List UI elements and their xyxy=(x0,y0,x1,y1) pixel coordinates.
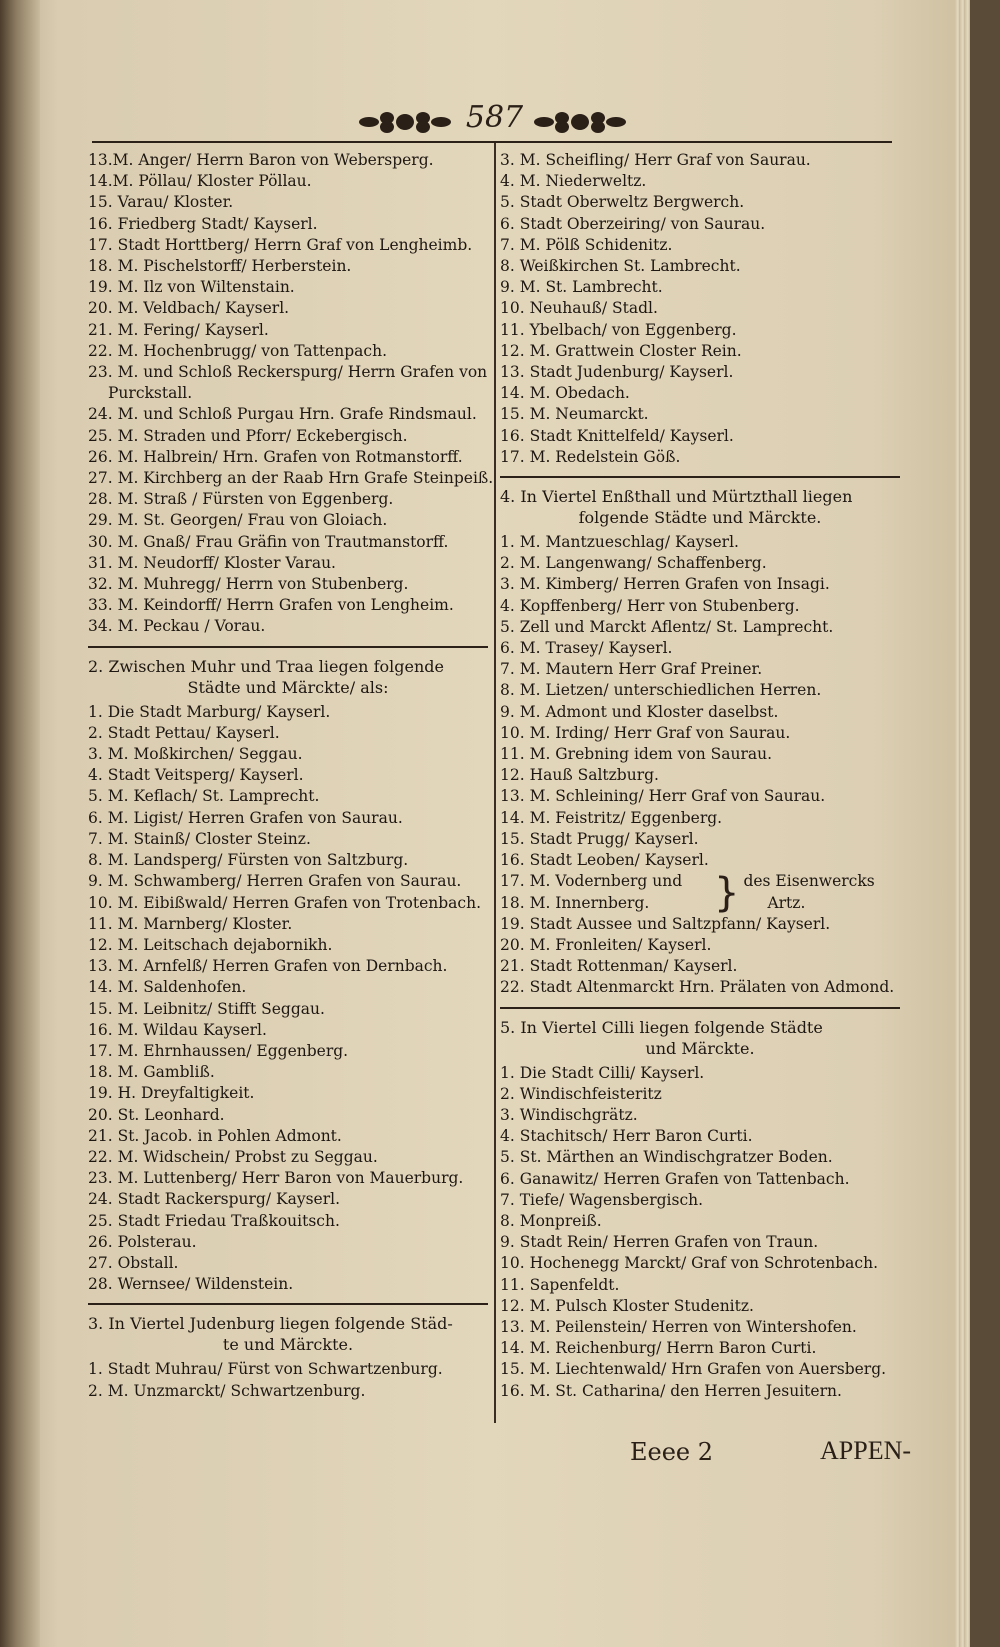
column-divider xyxy=(494,143,496,1423)
section-3-heading xyxy=(88,1313,488,1355)
section-4-heading xyxy=(500,486,900,528)
list-item: 15. M. Neumarckt. xyxy=(500,405,649,424)
list-item: 7. M. Pölß Schidenitz. xyxy=(500,235,673,254)
list-item: 27. Obstall. xyxy=(88,1253,179,1272)
list-item: 21. Stadt Rottenman/ Kayserl. xyxy=(500,957,738,976)
brace-labels xyxy=(743,871,874,913)
list-item: 9. M. Admont und Kloster daselbst. xyxy=(500,702,779,721)
list-item: 12. M. Pulsch Kloster Studenitz. xyxy=(500,1296,754,1315)
list-item: 22. M. Hochenbrugg/ von Tattenpach. xyxy=(88,341,388,360)
list-item: 18. M. Gambliß. xyxy=(88,1063,215,1082)
list-item: 11. Sapenfeldt. xyxy=(500,1275,620,1294)
list-item: 19. Stadt Aussee und Saltzpfann/ Kayserl. xyxy=(500,914,831,933)
list-item: 15. Stadt Prugg/ Kayserl. xyxy=(500,829,699,848)
section-3-list xyxy=(88,1359,488,1401)
section-5-heading xyxy=(500,1017,900,1059)
list-item: 26. Polsterau. xyxy=(88,1232,197,1251)
section-5-list xyxy=(500,1063,900,1402)
list-item: 14. M. Reichenburg/ Herrn Baron Curti. xyxy=(500,1339,817,1358)
list-item: 10. Hochenegg Marckt/ Graf von Schrotenbach. xyxy=(500,1254,879,1273)
list-item: 28. M. Straß / Fürsten von Eggenberg. xyxy=(88,490,394,509)
list-item: 8. M. Lietzen/ unterschiedlichen Herren. xyxy=(500,681,822,700)
list-item: 5. St. Märthen an Windischgratzer Boden. xyxy=(500,1148,833,1167)
list-item: 4. Kopffenberg/ Herr von Stubenberg. xyxy=(500,596,800,615)
list-item: 10. M. Irding/ Herr Graf von Saurau. xyxy=(500,723,791,742)
fleuron-ornament-left-icon xyxy=(357,108,452,136)
list-item: 17. M. Vodernberg und xyxy=(500,872,683,891)
list-item: 2. M. Unzmarckt/ Schwartzenburg. xyxy=(88,1381,366,1400)
section-4-heading-line-1: 4. In Viertel Enßthall und Mürtzthall liegen xyxy=(500,487,853,507)
list-item: 21. M. Fering/ Kayserl. xyxy=(88,320,269,339)
list-item: 10. Neuhauß/ Stadl. xyxy=(500,299,658,318)
section-2-heading-line-1: 2. Zwischen Muhr und Traa liegen folgende xyxy=(88,656,444,676)
list-item: 14.M. Pöllau/ Kloster Pöllau. xyxy=(88,172,312,191)
printer-signature: Eeee 2 xyxy=(630,1438,714,1466)
list-item: 1. Stadt Muhrau/ Fürst von Schwartzenburg. xyxy=(88,1360,443,1379)
section-rule xyxy=(500,1007,900,1009)
list-item: 5. M. Keflach/ St. Lamprecht. xyxy=(88,787,320,806)
list-item: 9. M. Schwamberg/ Herren Grafen von Saurau. xyxy=(88,872,462,891)
list-item: 34. M. Peckau / Vorau. xyxy=(88,617,266,636)
catchword: APPEN- xyxy=(820,1436,912,1465)
brace-label: des Eisenwercks xyxy=(743,872,875,891)
list-item: 1. Die Stadt Cilli/ Kayserl. xyxy=(500,1063,705,1082)
brace-label: Artz. xyxy=(767,893,806,912)
list-item: 16. Stadt Leoben/ Kayserl. xyxy=(500,851,709,870)
header-rule xyxy=(92,141,892,143)
list-item: 20. St. Leonhard. xyxy=(88,1105,225,1124)
list-item: 12. Hauß Saltzburg. xyxy=(500,766,659,785)
curly-brace-icon: } xyxy=(714,869,740,916)
list-item: 12. M. Leitschach dejabornikh. xyxy=(88,935,333,954)
list-item: 3. M. Scheifling/ Herr Graf von Saurau. xyxy=(500,151,811,169)
section-5-heading-line-2: und Märckte. xyxy=(645,1038,755,1058)
list-item: 9. Stadt Rein/ Herren Grafen von Traun. xyxy=(500,1233,819,1252)
binding-shadow xyxy=(0,0,40,1647)
list-item: 19. H. Dreyfaltigkeit. xyxy=(88,1084,255,1103)
list-item: 2. Windischfeisteritz xyxy=(500,1084,662,1103)
list-item: 4. Stadt Veitsperg/ Kayserl. xyxy=(88,766,304,785)
list-item: 4. M. Niederweltz. xyxy=(500,172,647,191)
list-item: 6. Ganawitz/ Herren Grafen von Tattenbach. xyxy=(500,1169,850,1188)
list-item: 8. M. Landsperg/ Fürsten von Saltzburg. xyxy=(88,851,409,870)
list-item: 3. Windischgrätz. xyxy=(500,1105,638,1124)
list-item: 13. M. Arnfelß/ Herren Grafen von Dernbach. xyxy=(88,957,448,976)
list-item: 32. M. Muhregg/ Herrn von Stubenberg. xyxy=(88,575,409,594)
list-item: 31. M. Neudorff/ Kloster Varau. xyxy=(88,553,336,572)
list-item: 2. Stadt Pettau/ Kayserl. xyxy=(88,723,280,742)
list-item: 8. Monpreiß. xyxy=(500,1211,602,1230)
list-item: 27. M. Kirchberg an der Raab Hrn Grafe Steinpeiß. xyxy=(88,469,494,488)
list-item: 17. Stadt Horttberg/ Herrn Graf von Lengheimb. xyxy=(88,235,473,254)
list-item: 21. St. Jacob. in Pohlen Admont. xyxy=(88,1126,342,1145)
list-item: 6. M. Ligist/ Herren Grafen von Saurau. xyxy=(88,808,403,827)
list-item: 19. M. Ilz von Wiltenstain. xyxy=(88,278,295,297)
list-item: 14. M. Feistritz/ Eggenberg. xyxy=(500,808,723,827)
page-header xyxy=(92,100,892,142)
section-rule xyxy=(88,1303,488,1305)
list-item: 1. Die Stadt Marburg/ Kayserl. xyxy=(88,702,331,721)
list-item: 12. M. Grattwein Closter Rein. xyxy=(500,341,742,360)
list-item: 23. M. Luttenberg/ Herr Baron von Mauerburg. xyxy=(88,1169,464,1188)
list-item: 3. M. Moßkirchen/ Seggau. xyxy=(88,745,303,764)
section-2-heading xyxy=(88,656,488,698)
list-item: 7. Tiefe/ Wagensbergisch. xyxy=(500,1190,704,1209)
section-4-list-b xyxy=(500,914,900,999)
list-item: 14. M. Obedach. xyxy=(500,384,630,403)
list-item: 15. M. Leibnitz/ Stifft Seggau. xyxy=(88,999,325,1018)
section-3-heading-line-1: 3. In Viertel Judenburg liegen folgende Städ- xyxy=(88,1314,453,1334)
list-item: 29. M. St. Georgen/ Frau von Gloiach. xyxy=(88,511,388,530)
list-item: Purckstall. xyxy=(108,384,193,403)
list-item: 16. M. Wildau Kayserl. xyxy=(88,1020,267,1039)
list-item: 7. M. Stainß/ Closter Steinz. xyxy=(88,829,311,848)
list-item: 3. M. Kimberg/ Herren Grafen von Insagi. xyxy=(500,575,830,594)
section-4-heading-line-2: folgende Städte und Märckte. xyxy=(578,508,822,528)
list-item: 17. M. Ehrnhaussen/ Eggenberg. xyxy=(88,1041,349,1060)
list-item: 22. M. Widschein/ Probst zu Seggau. xyxy=(88,1147,378,1166)
section-2-list xyxy=(88,702,488,1296)
list-item: 28. Wernsee/ Wildenstein. xyxy=(88,1275,294,1294)
list-item: 5. Zell und Marckt Aflentz/ St. Lamprecht. xyxy=(500,617,834,636)
list-item: 1. M. Mantzueschlag/ Kayserl. xyxy=(500,533,739,552)
brace-group xyxy=(500,869,900,916)
list-item: 16. Stadt Knittelfeld/ Kayserl. xyxy=(500,426,734,445)
list-item: 22. Stadt Altenmarckt Hrn. Prälaten von Admond. xyxy=(500,978,895,997)
list-item: 26. M. Halbrein/ Hrn. Grafen von Rotmanstorff. xyxy=(88,447,463,466)
list-item: 10. M. Eibißwald/ Herren Grafen von Trotenbach. xyxy=(88,893,482,912)
section-rule xyxy=(500,476,900,478)
list-item: 16. Friedberg Stadt/ Kayserl. xyxy=(88,214,318,233)
list-item: 18. M. Pischelstorff/ Herberstein. xyxy=(88,257,352,276)
section-4-list-a xyxy=(500,532,900,871)
right-column xyxy=(500,150,900,1402)
page-edges xyxy=(955,0,970,1647)
list-item: 15. Varau/ Kloster. xyxy=(88,193,234,212)
list-item: 11. M. Marnberg/ Kloster. xyxy=(88,914,293,933)
fleuron-ornament-right-icon xyxy=(532,108,627,136)
brace-items xyxy=(500,871,710,913)
right-top-list xyxy=(500,150,900,468)
list-item: 7. M. Mautern Herr Graf Preiner. xyxy=(500,660,763,679)
list-item: 13. M. Schleining/ Herr Graf von Saurau. xyxy=(500,787,826,806)
section-2-heading-line-2: Städte und Märckte/ als: xyxy=(187,677,389,697)
list-item: 20. M. Veldbach/ Kayserl. xyxy=(88,299,290,318)
list-item: 4. Stachitsch/ Herr Baron Curti. xyxy=(500,1127,753,1146)
list-item: 13. Stadt Judenburg/ Kayserl. xyxy=(500,363,734,382)
list-item: 24. M. und Schloß Purgau Hrn. Grafe Rindsmaul. xyxy=(88,405,477,424)
list-item: 9. M. St. Lambrecht. xyxy=(500,278,663,297)
list-item: 5. Stadt Oberweltz Bergwerch. xyxy=(500,193,745,212)
list-item: 14. M. Saldenhofen. xyxy=(88,978,247,997)
list-item: 6. M. Trasey/ Kayserl. xyxy=(500,639,673,658)
list-item: 11. Ybelbach/ von Eggenberg. xyxy=(500,320,737,339)
left-column xyxy=(88,150,494,1402)
page-number: 587 xyxy=(465,100,524,135)
list-item: 16. M. St. Catharina/ den Herren Jesuitern. xyxy=(500,1381,842,1400)
list-item: 17. M. Redelstein Göß. xyxy=(500,447,681,466)
list-item: 23. M. und Schloß Reckerspurg/ Herrn Grafen von xyxy=(88,363,488,382)
list-item: 8. Weißkirchen St. Lambrecht. xyxy=(500,257,741,276)
list-item: 11. M. Grebning idem von Saurau. xyxy=(500,745,773,764)
list-item: 30. M. Gnaß/ Frau Gräfin von Trautmanstorff. xyxy=(88,532,449,551)
list-item: 2. M. Langenwang/ Schaffenberg. xyxy=(500,554,767,573)
list-item: 13. M. Peilenstein/ Herren von Wintershofen. xyxy=(500,1317,857,1336)
list-item: 20. M. Fronleiten/ Kayserl. xyxy=(500,935,712,954)
list-item: 13.M. Anger/ Herrn Baron von Webersperg. xyxy=(88,151,434,169)
section-3-heading-line-2: te und Märckte. xyxy=(222,1335,354,1355)
section-5-heading-line-1: 5. In Viertel Cilli liegen folgende Städte xyxy=(500,1017,823,1037)
list-item: 6. Stadt Oberzeiring/ von Saurau. xyxy=(500,214,766,233)
list-item: 24. Stadt Rackerspurg/ Kayserl. xyxy=(88,1190,341,1209)
list-item: 18. M. Innernberg. xyxy=(500,893,650,912)
list-item: 33. M. Keindorff/ Herrn Grafen von Lengheim. xyxy=(88,596,454,615)
list-item: 15. M. Liechtenwald/ Hrn Grafen von Auersberg. xyxy=(500,1360,887,1379)
list-item: 25. Stadt Friedau Traßkouitsch. xyxy=(88,1211,340,1230)
list-item: 25. M. Straden und Pforr/ Eckebergisch. xyxy=(88,426,408,445)
left-top-list xyxy=(88,150,494,638)
section-rule xyxy=(88,646,488,648)
